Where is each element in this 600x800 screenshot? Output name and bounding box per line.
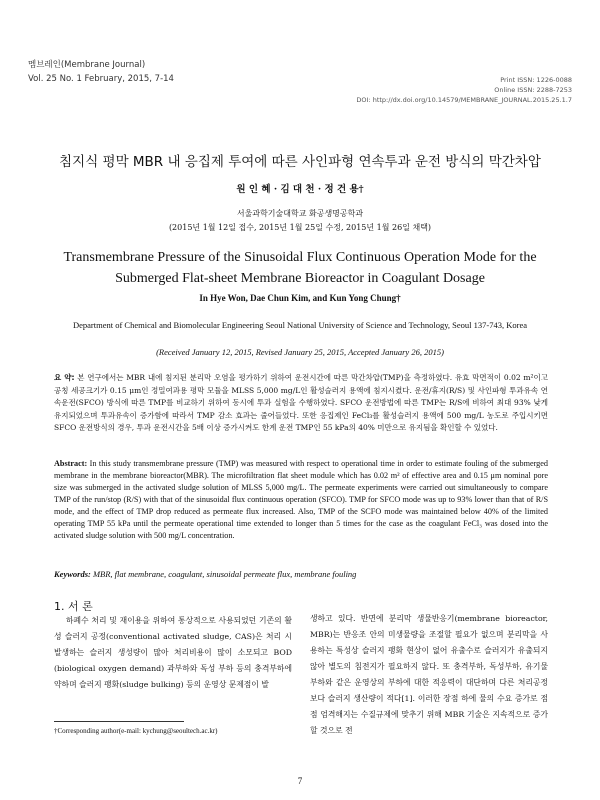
affiliation-english: Department of Chemical and Biomolecular Engineering Seoul National University of Science and Technology, Seoul 137-743, Korea [72,320,528,330]
dates-english: (Received January 12, 2015, Revised January 25, 2015, Accepted January 26, 2015) [156,347,444,357]
abstract-korean [54,372,548,435]
journal-name: 멤브레인(Membrane Journal) [28,60,146,70]
journal-volume: Vol. 25 No. 1 February, 2015, 7-14 [28,74,174,84]
abstract-korean-text: 본 연구에서는 MBR 내에 침지된 분리막 오염을 평가하기 위하여 운전시간에 따른 막간차압(TMP)을 측정하였다. 유효 막면적이 0.02 m²이고 공칭 세공크기가 0.15 μm인 정밀여과용 평막 모듈을 MLSS 5,000 mg/L인 활성슬러지 용액에 침지시켰다. 운전/휴지(R/S) 및 사인파형 투과유속 연속운전(SFCO) 방식에 따른 TMP를 비교하기 위하여 동시에 투과 실험을 수행하였다. SFCO 운전방법에 따른 TMP는 R/S에 비하여 최대 93% 낮게 유지되었으며 투과유속이 증가함에 따라서 TMP 감소 효과는 줄어들었다. 또한 응집제인 FeCl₃를 활성슬러지 용액에 500 mg/L 농도로 주입시키면 SFCO 운전방식의 경우, 투과 운전시간을 5배 이상 증가시켜도 한계 운전 TMP인 55 kPa의 40% 미만으로 유지됨을 확인할 수 있었다. [54,373,548,432]
affiliation-korean-name: 서울과학기술대학교 화공생명공학과 [236,209,364,218]
keywords-text: MBR, flat membrane, coagulant, sinusoidal permeate flux, membrane fouling [92,569,357,579]
doi-link[interactable]: DOI: http://dx.doi.org/10.14579/MEMBRANE_JOURNAL.2015.25.1.7 [356,96,572,104]
footnote-divider [54,721,184,722]
abstract-korean-label: 요 약: [54,373,75,382]
dates-korean: (2015년 1월 12일 접수, 2015년 1월 25일 수정, 2015년 1월 26일 채택) [168,223,432,232]
body-paragraph-left: 하폐수 처리 및 재이용을 위하여 통상적으로 사용되었던 기존의 활성 슬러지 공정(conventional activated sludge, CAS)은 처리 시 발생하는 슬러지 생성량이 많아 처리비용이 많이 소모되고 BOD (biological oxygen demand) 과부하와 독성 부하 등의 충격부하에 약하며 슬러지 팽화(sludge bulking) 등의 운영상 문제점이 발 [54,616,292,689]
print-issn: Print ISSN: 1226-0088 [500,76,572,84]
keywords-label: Keywords: [54,569,91,579]
body-column-right [310,611,548,739]
journal-header [28,58,174,86]
abstract-english-text: In this study transmembrane pressure (TMP) was measured with respect to operational time in order to estimate fouling of the submerged membrane in the membrane bioreactor(MBR). The microfiltration flat sheet module which has 0.02 m² of effective area and 0.15 μm nominal pore size was submerged in the activated sludge solution of MLSS 5,000 mg/L. The permeate experiments were carried out simultaneously to compare TMP of the run/stop (R/S) with that of the sinusoidal flux continuous operation (SFCO). TMP for SFCO mode was up to 93% lower than that of R/S mode, and the effect of TMP drop reduced as permeate flux increased. Also, TMP of the SCFO mode was maintained below 40% of the limited operating TMP 55 kPa until the permeate operational time extended to longer than 5 times for the case as the coagulant FeCl₃ was dosed into the activated sludge solution with 500 mg/L concentration. [54,459,548,540]
section-heading-introduction: 1. 서 론 [54,600,93,613]
online-issn: Online ISSN: 2288-7253 [494,86,572,94]
footnote-corresponding-author: †Corresponding author(e-mail: kychung@seoultech.ac.kr) [54,727,218,735]
authors-english: In Hye Won, Dae Chun Kim, and Kun Yong Chung† [199,293,401,303]
abstract-english-label: Abstract: [54,459,88,468]
body-column-left [54,613,292,693]
issn-block [356,75,572,105]
body-paragraph-right: 생하고 있다. 반면에 분리막 생물반응기(membrane bioreactor, MBR)는 반응조 안의 미생물량을 조절할 필요가 없으며 분리막을 사용하는 특성상 슬러지 팽화 현상이 없어 유출수로 슬러지가 유출되지 않아 별도의 침전지가 필요하지 않다. 또 충격부하, 독성부하, 유기물 부하와 같은 운영상의 부하에 대한 적응력이 대단하며 다른 처리공정보다 슬러지 생산량이 적다[1]. 이러한 장점 하에 물의 수요 증가로 점점 엄격해지는 수질규제에 맞추기 위해 MBR 기술은 지속적으로 증가할 것으로 전 [310,614,548,735]
title-english-line1: Transmembrane Pressure of the Sinusoidal Flux Continuous Operation Mode for the [63,250,537,265]
affiliation-korean [0,207,600,235]
title-english-line2: Submerged Flat-sheet Membrane Bioreactor in Coagulant Dosage [115,271,485,286]
page-number: 7 [297,776,303,786]
authors-korean: 원 인 혜 · 김 대 천 · 정 건 용† [236,184,364,195]
title-english [40,247,560,289]
keywords [54,569,548,579]
abstract-english [54,458,548,542]
title-korean: 침지식 평막 MBR 내 응집제 투여에 따른 사인파형 연속투과 운전 방식의 막간차압 [59,154,541,170]
